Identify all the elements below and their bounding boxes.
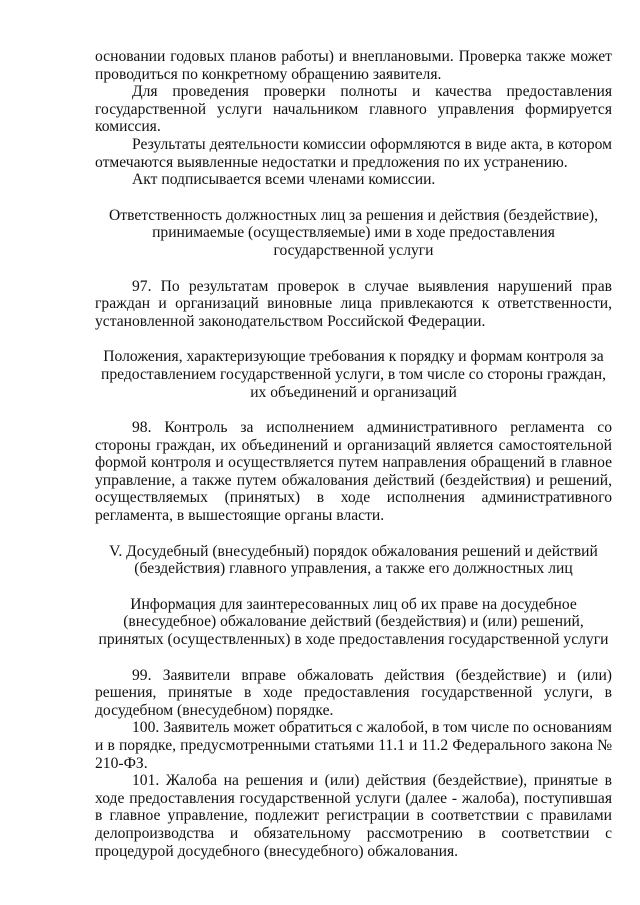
- heading-responsibility: Ответственность должностных лиц за решения и действия (бездействие), принимаемые (осуществляемые) ими в ходе предоставления государственной услуги: [109, 206, 598, 259]
- paragraph-commission: Для проведения проверки полноты и качества предоставления государственной услуги начальником главного управления формируется комиссия.: [95, 83, 612, 136]
- heading-information: Информация для заинтересованных лиц об их праве на досудебное (внесудебное) обжалование действий (бездействия) и (или) решений, принятых (осуществленных) в ходе предоставления государственной услуги: [98, 595, 609, 649]
- paragraph-act: Акт подписывается всеми членами комиссии.: [132, 171, 436, 189]
- paragraph-98: 98. Контроль за исполнением административного регламента со стороны граждан, их объединений и организаций является самостоятельной формой контроля и осуществляется путем направления обращений в главное управление, а также путем обжалования действий (бездействия) и решений, осуществляемых (принятых) в ходе исполнения административного регламента, в вышестоящие органы власти.: [95, 419, 612, 525]
- paragraph-results: Результаты деятельности комиссии оформляются в виде акта, в котором отмечаются выявленные недостатки и предложения по их устранению.: [95, 135, 612, 171]
- paragraph-97: 97. По результатам проверок в случае выявления нарушений прав граждан и организаций виновные лица привлекаются к ответственности, установленной законодательством Российской Федерации.: [95, 277, 612, 330]
- paragraph-100: 100. Заявитель может обратиться с жалобой, в том числе по основаниям и в порядке, предусмотренными статьями 11.1 и 11.2 Федерального закона № 210-ФЗ.: [95, 719, 612, 772]
- paragraph-101: 101. Жалоба на решения и (или) действия (бездействие), принятые в ходе предоставления государственной услуги (далее - жалоба), поступившая в главное управление, подлежит регистрации в соответствии с правилами делопроизводства и обязательному рассмотрению в соответствии с процедурой досудебного (внесудебного) обжалования.: [95, 772, 612, 860]
- heading-section-5: V. Досудебный (внесудебный) порядок обжалования решений и действий (бездействия) главного управления, а также его должностных лиц: [109, 542, 598, 578]
- paragraph-intro: основании годовых планов работы) и внеплановыми. Проверка также может проводиться по конкретному обращению заявителя.: [95, 48, 612, 83]
- document-page: [95, 48, 612, 860]
- paragraph-99: 99. Заявители вправе обжаловать действия (бездействие) и (или) решения, принятые в ходе предоставления государственной услуги, в досудебном (внесудебном) порядке.: [95, 666, 612, 719]
- heading-control: Положения, характеризующие требования к порядку и формам контроля за предоставлением государственной услуги, в том числе со стороны граждан, их объединений и организаций: [100, 348, 607, 401]
